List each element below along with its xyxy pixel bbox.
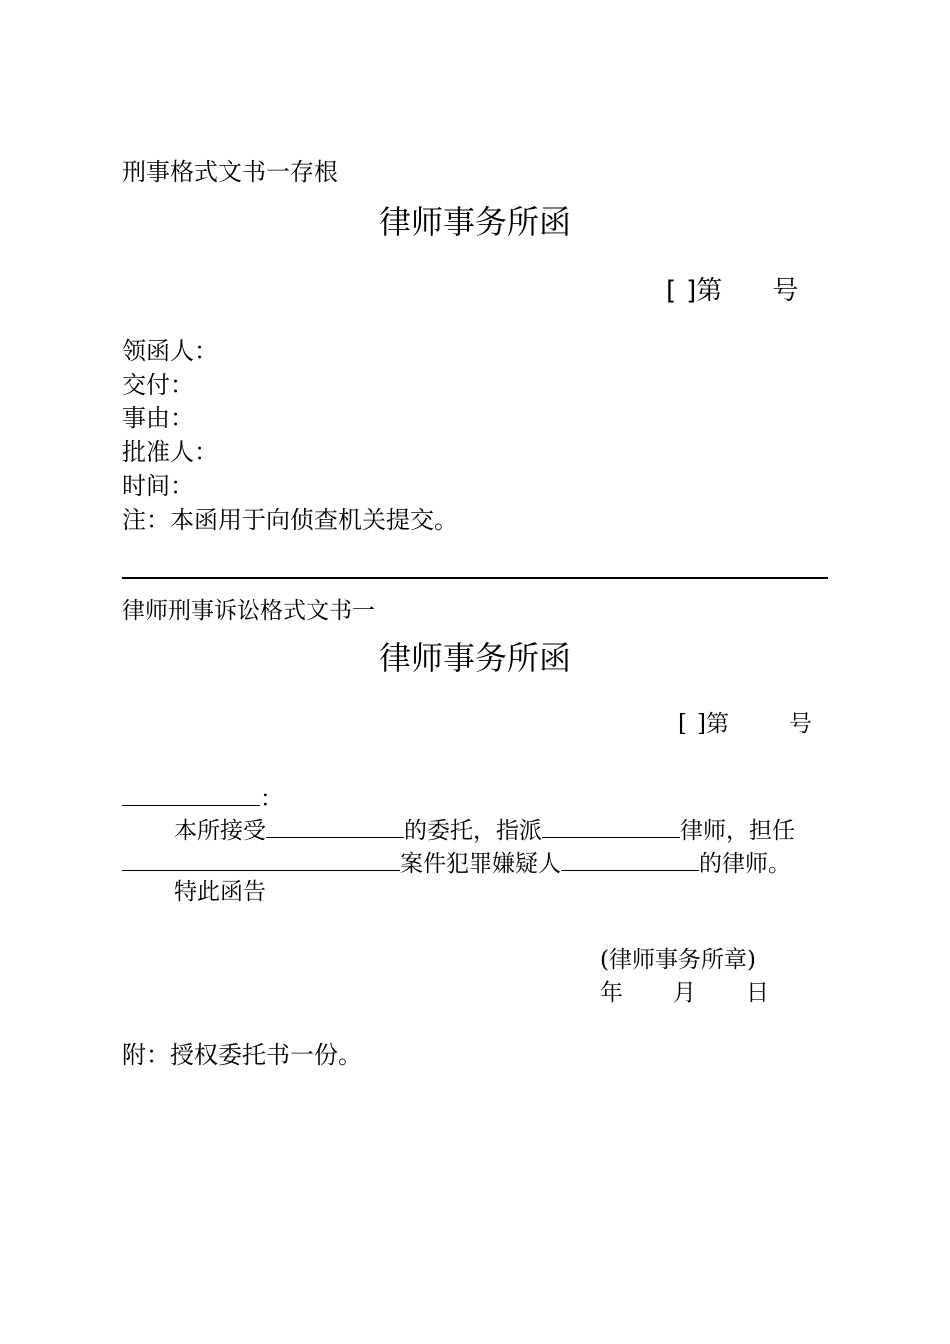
stub-number-open: [ [666, 276, 677, 306]
stub-field-time: 时间： [122, 472, 194, 500]
stub-number-close: ]第 [686, 276, 723, 306]
stub-field-approver: 批准人： [122, 438, 218, 466]
stub-number-suffix: 号 [772, 276, 799, 306]
date-year: 年 [600, 980, 623, 1006]
date-month: 月 [673, 980, 696, 1006]
section-divider [122, 577, 828, 579]
letter-number-suffix: 号 [788, 711, 812, 737]
body-text-accept: 本所接受 [174, 818, 266, 844]
letter-number-close: ]第 [696, 711, 729, 737]
letter-header: 律师刑事诉讼格式文书一 [122, 598, 375, 624]
body-text-suspect: 案件犯罪嫌疑人 [400, 851, 561, 877]
letter-title: 律师事务所函 [378, 639, 571, 677]
stub-header: 刑事格式文书一存根 [122, 158, 338, 186]
suspect-name-blank[interactable] [561, 848, 699, 871]
body-text-end: 的律师。 [699, 851, 791, 877]
body-text-entrust: 的委托，指派 [404, 818, 542, 844]
law-firm-seal-label: (律师事务所章) [600, 947, 756, 973]
letter-attachment: 附：授权委托书一份。 [122, 1041, 362, 1069]
lawyer-name-blank[interactable] [542, 815, 680, 838]
stub-field-reason: 事由： [122, 404, 194, 432]
letter-body-line-2 [122, 848, 791, 876]
stub-note: 注：本函用于向侦查机关提交。 [122, 506, 458, 534]
addressee-blank[interactable] [122, 783, 260, 806]
letter-date [600, 982, 769, 1005]
addressee-colon: ： [260, 786, 283, 812]
client-blank[interactable] [266, 815, 404, 838]
date-day: 日 [746, 980, 769, 1006]
letter-body-line-1 [174, 815, 795, 843]
letter-closing: 特此函告 [174, 879, 266, 905]
case-name-blank[interactable] [122, 848, 400, 871]
body-text-lawyer: 律师，担任 [680, 818, 795, 844]
letter-document-number [678, 713, 812, 736]
stub-title: 律师事务所函 [378, 203, 571, 241]
stub-field-delivery: 交付： [122, 371, 194, 399]
letter-number-open: [ [678, 711, 687, 737]
letter-addressee-line [122, 783, 283, 811]
stub-field-recipient: 领函人： [122, 337, 218, 365]
stub-document-number [666, 278, 798, 304]
